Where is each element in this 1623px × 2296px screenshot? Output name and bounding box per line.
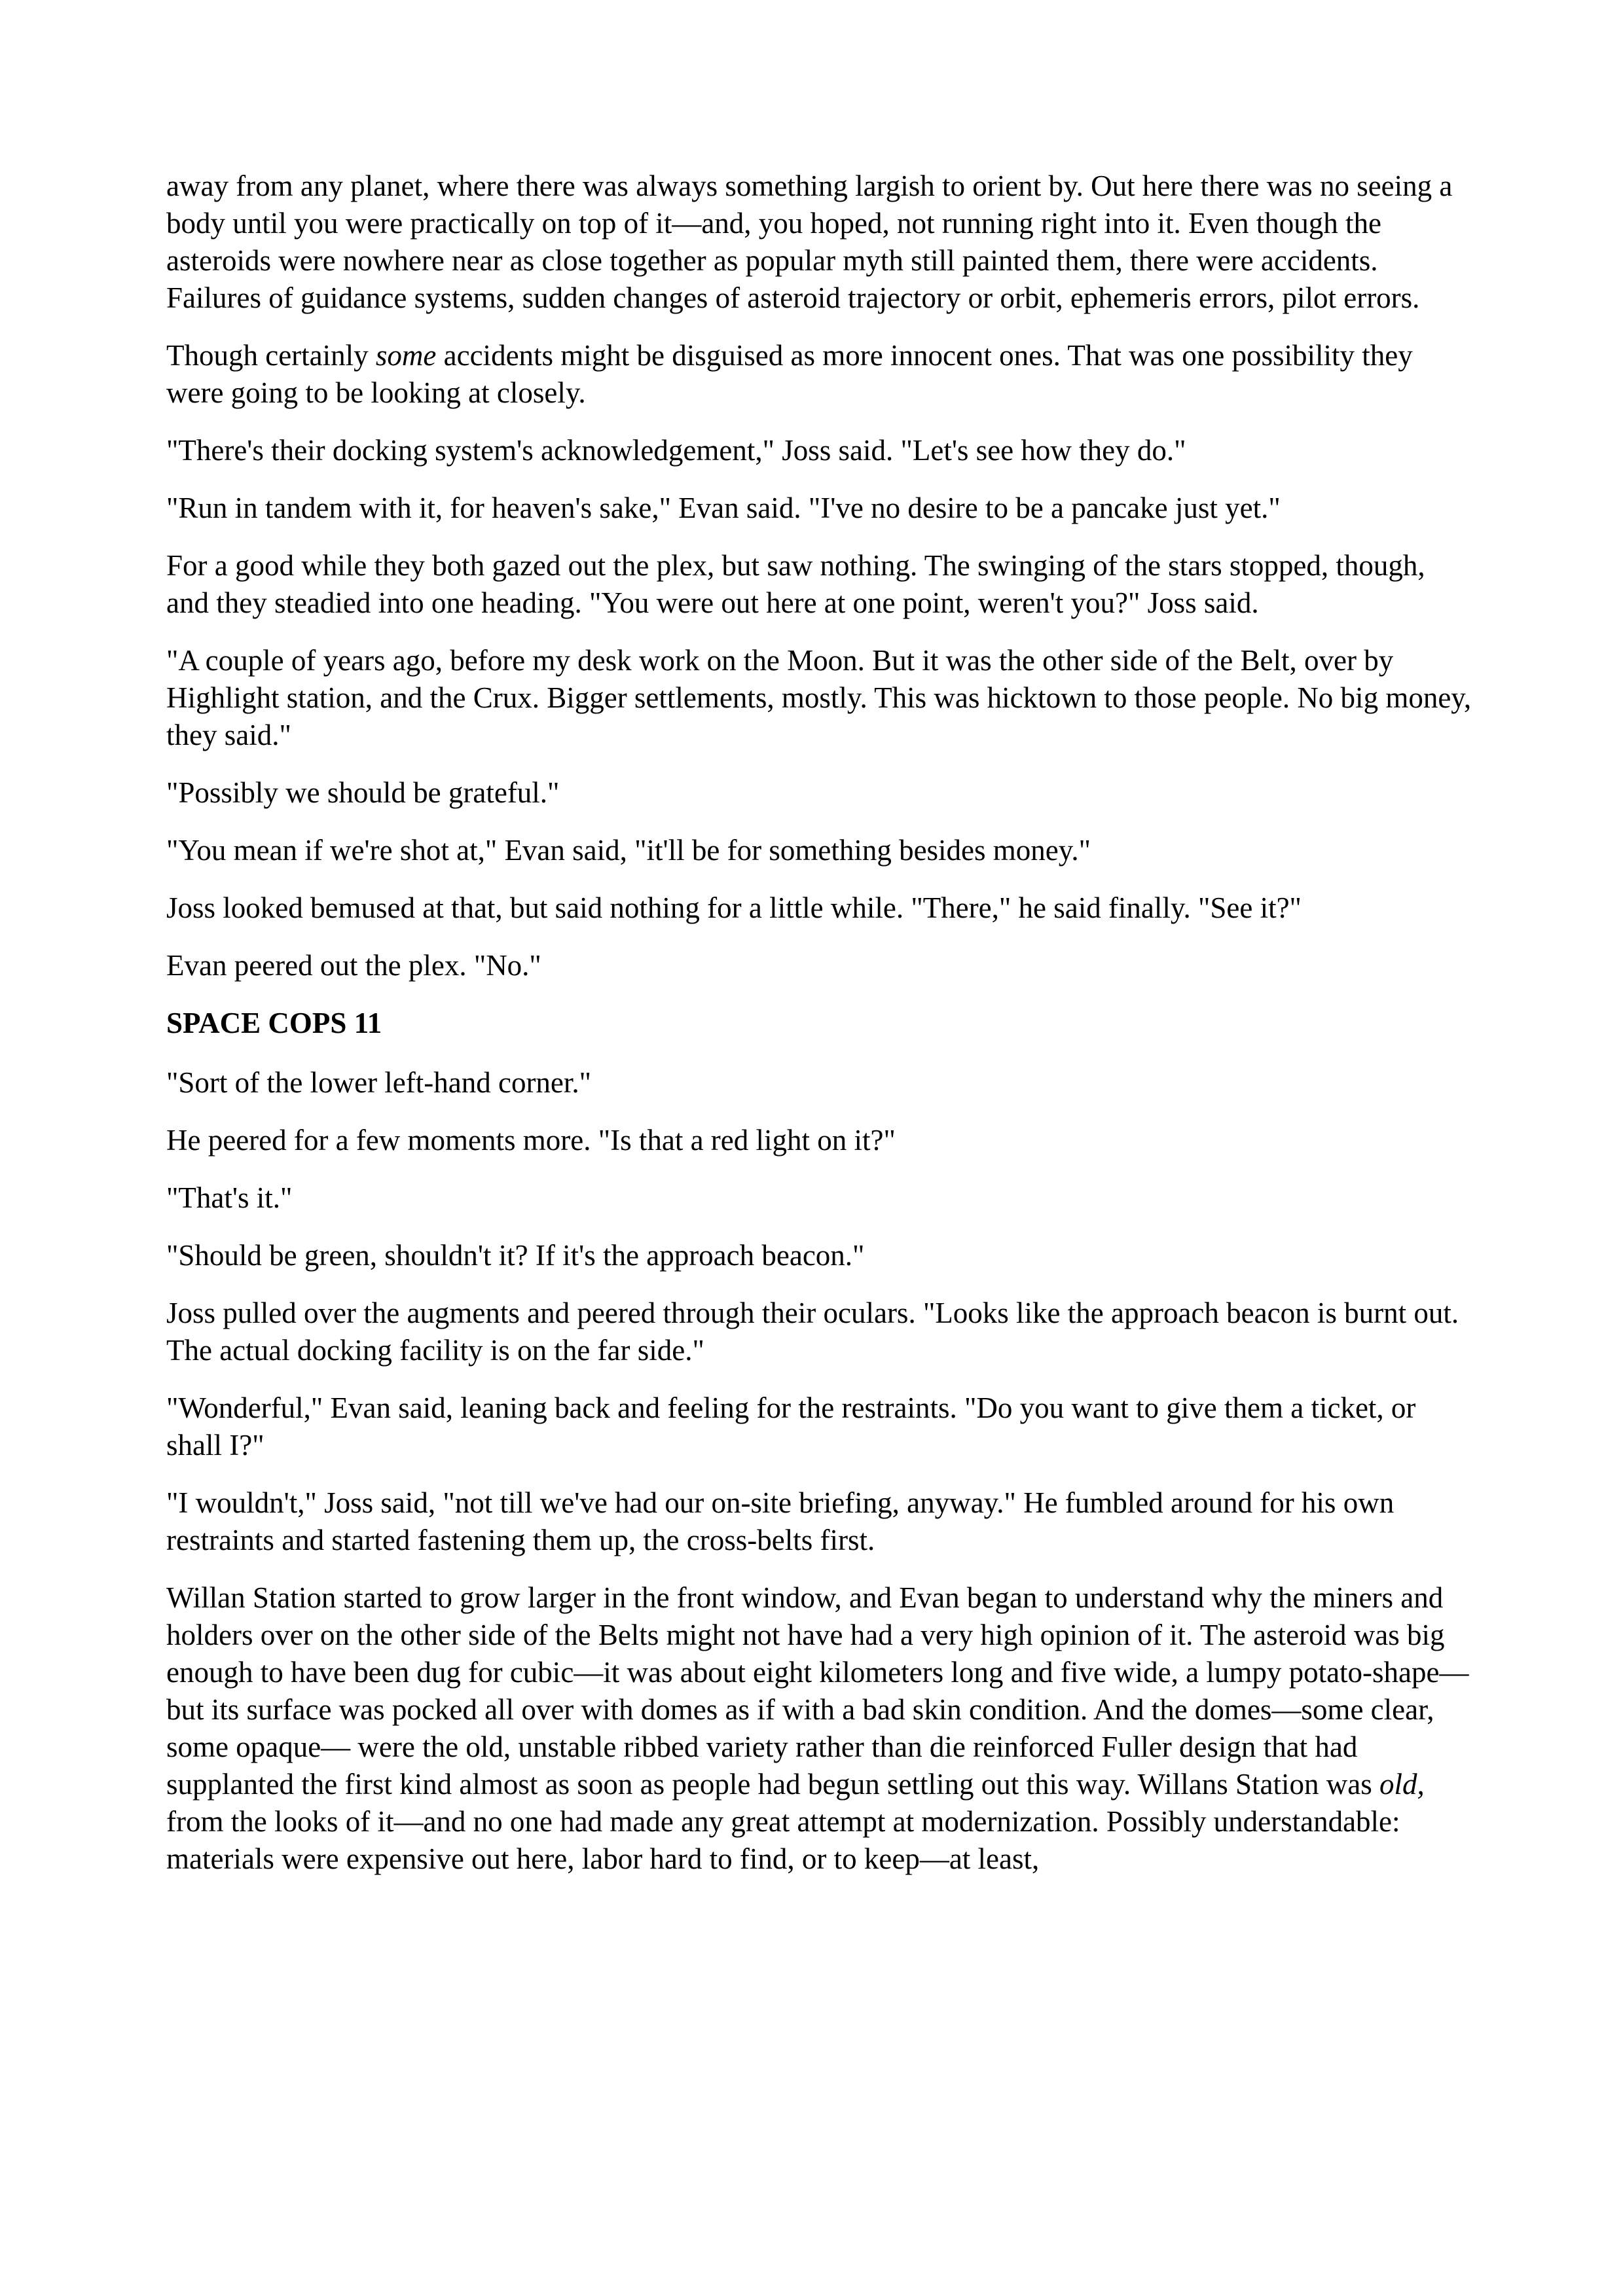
paragraph: "There's their docking system's acknowledgement," Joss said. "Let's see how they do." xyxy=(166,434,1186,467)
paragraph: He peered for a few moments more. "Is that a red light on it?" xyxy=(166,1124,896,1157)
paragraph-text: from the looks of it—and no one had made any great attempt at modernization. Possibly understandable: materials were expensive out here, labor hard to find, or to keep—at least, xyxy=(166,1805,1400,1875)
paragraph: "Run in tandem with it, for heaven's sake," Evan said. "I've no desire to be a pancake just yet." xyxy=(166,492,1281,524)
paragraph: "I wouldn't," Joss said, "not till we've had our on-site briefing, anyway." He fumbled around for his own restraints and started fastening them up, the cross-belts first. xyxy=(166,1486,1395,1556)
paragraph: "Wonderful," Evan said, leaning back and feeling for the restraints. "Do you want to give them a ticket, or shall I?" xyxy=(166,1391,1416,1462)
paragraph: "Possibly we should be grateful." xyxy=(166,776,560,809)
paragraph-text: Willan Station started to grow larger in the front window, and Evan began to understand why the miners and holders over on the other side of the Belts might not have had a very high opinion of it. The asteroid was big enough to have been dug for cubic—it was about eight kilometers long and five wide, a lumpy potato-shape—but its surface was pocked all over with domes as if with a bad skin condition. And the domes—some clear, some opaque— were the old, unstable ribbed variety rather than die reinforced Fuller design that had supplanted the first kind almost as soon as people had begun settling out this way. Willans Station was xyxy=(166,1581,1469,1801)
paragraph: Evan peered out the plex. "No." xyxy=(166,949,541,982)
paragraph: "Sort of the lower left-hand corner." xyxy=(166,1066,592,1099)
paragraph: "A couple of years ago, before my desk work on the Moon. But it was the other side of the Belt, over by Highlight station, and the Crux. Bigger settlements, mostly. This was hicktown to those people. No big money, they said." xyxy=(166,644,1472,751)
page-body xyxy=(166,168,1472,1898)
paragraph-text: Though certainly xyxy=(166,339,376,372)
paragraph: Joss pulled over the augments and peered through their oculars. "Looks like the approach beacon is burnt out. The actual docking facility is on the far side." xyxy=(166,1297,1459,1367)
paragraph-text: accidents might be disguised as more innocent ones. That was one possibility they were going to be looking at closely. xyxy=(166,339,1413,409)
emphasis-text: some xyxy=(375,339,437,372)
paragraph xyxy=(166,337,1472,412)
paragraph: "That's it." xyxy=(166,1181,293,1214)
running-head: SPACE COPS 11 xyxy=(166,1007,382,1039)
emphasis-text: old, xyxy=(1379,1768,1425,1801)
paragraph: "You mean if we're shot at," Evan said, "it'll be for something besides money." xyxy=(166,834,1091,867)
paragraph: away from any planet, where there was always something largish to orient by. Out here there was no seeing a body until you were practically on top of it—and, you hoped, not running right into it. Even though the asteroids were nowhere near as close together as popular myth still painted them, there were accidents. Failures of guidance systems, sudden changes of asteroid trajectory or orbit, ephemeris errors, pilot errors. xyxy=(166,170,1453,314)
paragraph: Joss looked bemused at that, but said nothing for a little while. "There," he said finally. "See it?" xyxy=(166,891,1302,924)
paragraph: For a good while they both gazed out the plex, but saw nothing. The swinging of the stars stopped, though, and they steadied into one heading. "You were out here at one point, weren't you?" Joss said. xyxy=(166,549,1425,619)
paragraph xyxy=(166,1579,1472,1878)
paragraph: "Should be green, shouldn't it? If it's the approach beacon." xyxy=(166,1239,865,1272)
